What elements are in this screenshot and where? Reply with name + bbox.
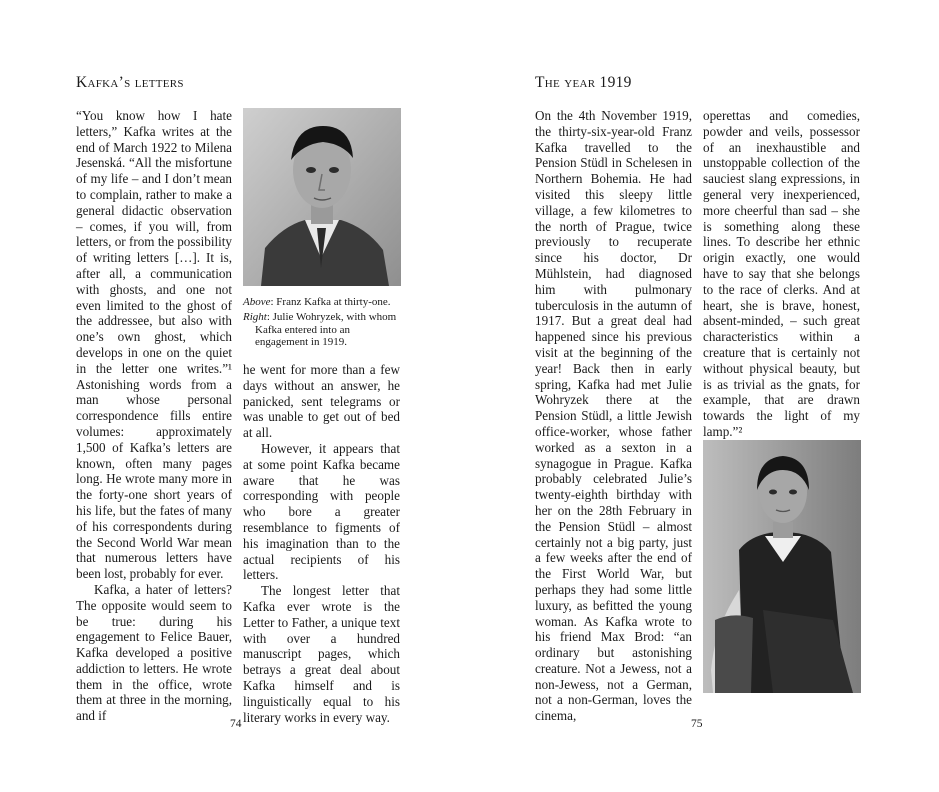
running-head: Kafka’s letters bbox=[76, 74, 184, 91]
right-page bbox=[469, 0, 939, 792]
paragraph: “You know how I hate letters,” Kafka writes at the end of March 1922 to Milena Jesenská. “All the misfortune of my life – and I don’t mean to complain, rather to make a general didactic observation – comes, if you will, from letters, or from the possibility of writing letters […]. It is, after all, a communication with ghosts, and one not even limited to the ghost of the addressee, but also with one’s own ghost, which develops in one on the quiet in the letter one writes.”¹ Astonishing words from a man whose personal correspondence fills entire volumes: approximately 1,500 of Kafka’s letters are known, often many pages long. He wrote many more in the forty-one short years of his life, but the fates of many of his correspondents during the Second World War mean that numerous letters have been lost, probably for ever. bbox=[76, 108, 232, 582]
caption-right-text: : Julie Wohryzek, with whom Kafka entered into an engagement in 1919. bbox=[255, 311, 397, 349]
paragraph: On the 4th November 1919, the thirty-six-year-old Franz Kafka travelled to the Pension Stüdl in Schelesen in Northern Bohemia. He had visited this sleepy little village, a few kilometres to the north of Prague, twice previously to recuperate since his doctor, Dr Mühlstein, had diagnosed him with pulmonary tuberculosis in the autumn of 1917. But a great deal had happened since his previous visit at the beginning of the year! Back then in early spring, Kafka had met Julie Wohryzek there at the Pension Stüdl, a little Jewish office-worker, whose father worked as a sexton in a synagogue in Prague. Kafka probably celebrated Julie’s twenty-eighth birthday with her on the 28th February in the Pension Stüdl – almost certainly not a big party, just a few weeks after the end of the First World War, but perhaps they had some little luxury, as befitted the young woman. As Kafka wrote to his friend Max Brod: “an ordinary but astonishing creature. Not a Jewess, not a non-Jewess, not a German, not a non-German, loves the cinema, bbox=[535, 108, 692, 724]
text-column-2 bbox=[703, 108, 860, 440]
paragraph: operettas and comedies, powder and veils, possessor of an inexhaustible and unstoppable collection of the sauciest slang expressions, in general very inexperienced, more cheerful than sad – she is something along these lines. To describe her ethnic origin exactly, one would have to say that she belongs to the race of clerks. And at heart, she is brave, honest, absent-minded, – such great characteristics within a creature that is certainly not without physical beauty, but is as trivial as the gnats, for example, that are drawn towards the light of my lamp.”² bbox=[703, 108, 860, 439]
paragraph: Kafka, a hater of letters? The opposite would seem to be true: during his engagement to Felice Bauer, Kafka developed a positive addiction to letters. He wrote them in the office, wrote them at three in the morning, and if bbox=[76, 581, 232, 724]
text-column-1 bbox=[76, 108, 232, 724]
page-number: 74 bbox=[230, 718, 242, 730]
caption-above-label: Above bbox=[243, 296, 271, 308]
caption-above-text: : Franz Kafka at thirty-one. bbox=[270, 296, 391, 308]
kafka-portrait-photo bbox=[243, 108, 401, 286]
paragraph: The longest letter that Kafka ever wrote is the Letter to Father, a unique text with over a hundred manuscript pages, which betrays a great deal about Kafka himself and is linguistically equal to his literary works in every way. bbox=[243, 583, 400, 725]
left-page bbox=[0, 0, 469, 792]
caption-right bbox=[243, 311, 403, 348]
paragraph: However, it appears that at some point Kafka became aware that he was corresponding with people who bore a greater resemblance to figments of his imagination than to the actual recipients of his letters. bbox=[243, 440, 400, 583]
page-number: 75 bbox=[691, 718, 703, 730]
paragraph: he went for more than a few days without an answer, he panicked, sent telegrams or was unable to get out of bed at all. bbox=[243, 362, 400, 441]
julie-wohryzek-photo bbox=[703, 440, 861, 693]
caption-above bbox=[243, 296, 403, 308]
caption-right-label: Right bbox=[243, 311, 267, 324]
running-head: The year 1919 bbox=[535, 74, 632, 91]
text-column-1 bbox=[535, 108, 692, 724]
photo-captions bbox=[243, 296, 403, 352]
text-column-2 bbox=[243, 362, 400, 725]
